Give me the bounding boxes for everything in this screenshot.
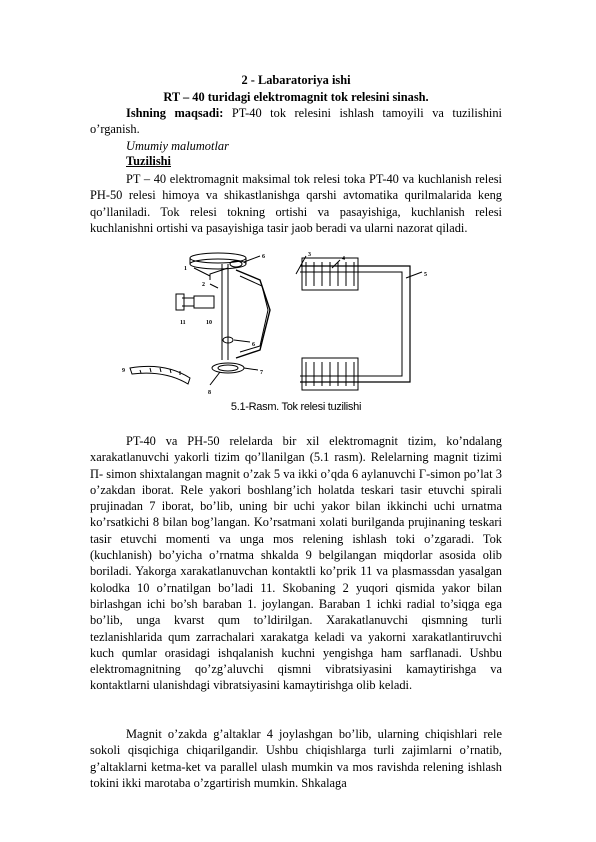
label-1: 1 <box>184 266 187 272</box>
label-7: 7 <box>260 370 263 376</box>
label-4: 4 <box>342 256 345 262</box>
aim-text: PT-40 tok relesini ishlash tamoyili va tuzilishini o’rganish. <box>90 106 502 137</box>
label-3: 3 <box>308 252 311 258</box>
section-title: Tuzilishi <box>126 154 171 168</box>
label-10: 10 <box>206 320 212 326</box>
document-subtitle: RT – 40 turidagi elektromagnit tok relesini sinash. <box>163 90 429 104</box>
general-info-heading: Umumiy malumotlar <box>126 139 229 153</box>
lab-title: 2 - Labaratoriya ishi <box>241 73 351 87</box>
section-heading <box>90 154 171 169</box>
paragraph-3: Magnit o’zakda g’altaklar 4 joylashgan bo’lib, ularning chiqishlari rele sokoli qisqichiga chiqarilgandir. Ushbu chiqishlarga turli zajimlarni o’rnatib, g’altaklarni ketma-ket va parallel ulash mumkin va mos ravishda relening ishlash tokini ikki marotaba o’zgartirish mumkin. Shkalaga <box>90 727 502 790</box>
label-5: 5 <box>424 272 427 278</box>
contact-block <box>194 296 214 308</box>
label-6-top: 6 <box>262 254 265 260</box>
label-2: 2 <box>202 282 205 288</box>
label-6-bottom: 6 <box>252 342 255 348</box>
label-8: 8 <box>208 390 211 396</box>
paragraph-2: PT-40 va PH-50 relelarda bir xil elektromagnit tizim, ko’ndalang xarakatlanuvchi yakorli tizim qo’llanilgan (5.1 rasm). Relelarning magnit tizimi П- simon shixtalangan magnit o’zak 5 va ikki o’qda 6 aylanuvchi Г-simon po’lat 3 o’zakdan iborat. Rele yakori boshlang’ich holatda teskari tasir etuvchi spirali prujinadan 7 iborat, bo’lib, uning bir uchi yakor bilan ikkinchi uchi urnatma ko’rsatkichi 8 bilan bog’langan. Ko’rsatmani xolati burilganda prujinaning teskari tasir etuvchi momenti va unga mos relening ishlash toki o’zgaradi. Tok (kuchlanish) bo’yicha o’rnatma shkalda 9 belgilangan miqdorlar asosida olib boriladi. Yakorga xarakatlanuvchan kontaktli ko’prik 11 va plasmassdan yasalgan kolodka 10 o’rnatilgan bo’ladi 11. Skobaning 2 yuqori qismida yakor bilan birlashgan ichi bo’sh baraban 1. joylangan. Baraban 1 ichki radial to’siqga ega bo’lib, unga kvarst qum to’ldirilgan. Xarakatlanuvchi qismning turli tezlanishlarida qum zarrachalari xarakatga keladi va yakorni xarakatlantiruvchi kuch qumlar orasidagi ishqalanish kuchni yengishga ham sarflanadi. Ushbu elektromagnitning qo’zg’aluvchi qismni vibratsiyasini kamaytirishga va kontaktlarni ulanishdagi vibratsiyasini kamaytirishga olib keladi. <box>90 434 502 693</box>
relay-diagram <box>110 250 450 400</box>
figure-caption: 5.1-Rasm. Tok relesi tuzilishi <box>230 401 362 413</box>
label-11: 11 <box>180 320 186 326</box>
magnetic-core <box>300 266 410 382</box>
label-9: 9 <box>122 368 125 374</box>
aim-label: Ishning maqsadi: <box>126 106 224 120</box>
paragraph-1: PT – 40 elektromagnit maksimal tok relesi toka PT-40 va kuchlanish relesi PH-50 relesi himoya va shikastlanishga qarshi avtomatika qurilmalarida keng qo’llaniladi. Tok relesi tokning ortishi va pasayishiga, kuchlanish relesi kuchlanishni ortishi va pasayishiga tasir jaob beradi va ularni nazorat qiladi. <box>90 172 502 235</box>
aim-paragraph <box>90 105 502 138</box>
